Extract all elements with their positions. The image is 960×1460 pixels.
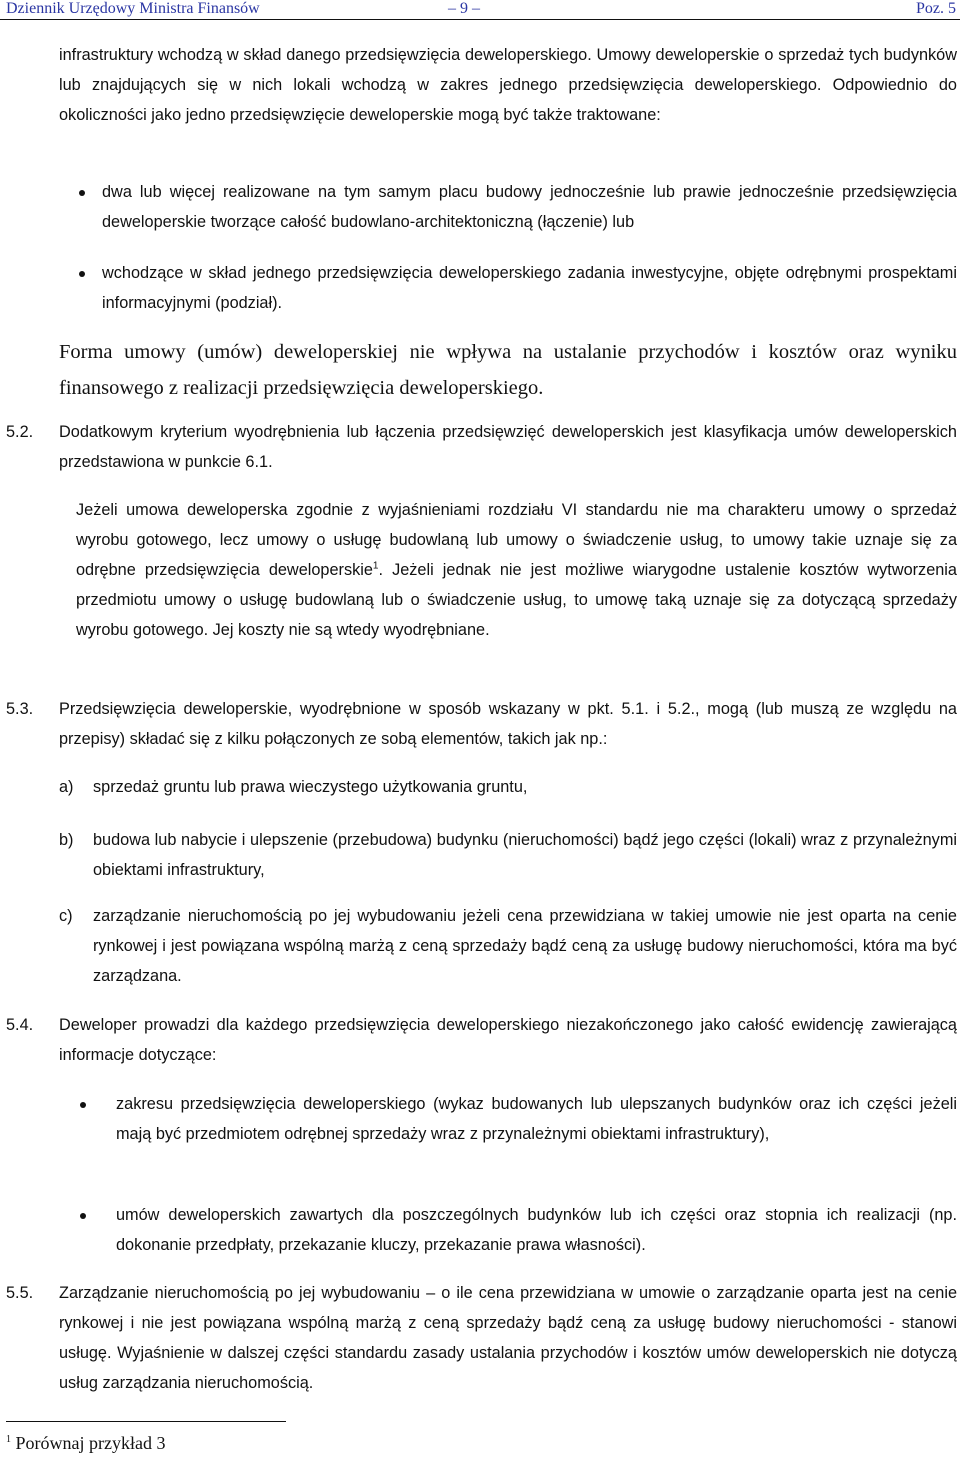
footnote-divider — [6, 1421, 286, 1422]
section-5-2-text: Dodatkowym kryterium wyodrębnienia lub łączenia przedsięwzięć deweloperskich jest klasyfikacja umów deweloperskich przedstawiona w punkcie 6.1. — [59, 423, 957, 471]
intro-paragraph: infrastruktury wchodzą w skład danego przedsięwzięcia deweloperskiego. Umowy deweloperskie o sprzedaż tych budynków lub znajdujących się w nich lokali wchodzą w zakres jednego przedsięwzięcia deweloperskiego. Odpowiednio do okoliczności jako jedno przedsięwzięcie deweloperskie mogą być także traktowane: — [59, 46, 957, 124]
bullet-icon — [80, 1102, 86, 1108]
header-divider — [0, 19, 960, 20]
footnote — [6, 1432, 165, 1454]
intro-bullet-1: dwa lub więcej realizowane na tym samym placu budowy jednocześnie lub prawie jednocześnie przedsięwzięcia deweloperskie tworzące całość budowlano-architektoniczną (łączenie) lub — [102, 183, 957, 231]
form-note: Forma umowy (umów) deweloperskiej nie wpływa na ustalanie przychodów i kosztów oraz wyniku finansowego z realizacji przedsięwzięcia deweloperskiego. — [59, 341, 957, 399]
intro-bullet-2: wchodzące w skład jednego przedsięwzięcia deweloperskiego zadania inwestycyjne, objęte odrębnymi prospektami informacyjnymi (podział). — [102, 264, 957, 312]
section-5-4-bullet-2: umów deweloperskich zawartych dla poszczególnych budynków lub ich części oraz stopnia ich realizacji (np. dokonanie przedpłaty, przekazanie kluczy, przekazanie prawa własności). — [116, 1206, 957, 1254]
footnote-text: Porównaj przykład 3 — [15, 1433, 166, 1453]
section-5-3-text: Przedsięwzięcia deweloperskie, wyodrębnione w sposób wskazany w pkt. 5.1. i 5.2., mogą (lub muszą ze względu na przepisy) składać się z kilku połączonych ze sobą elementów, takich jak np.: — [59, 700, 957, 748]
page-number: – 9 – — [448, 0, 480, 17]
list-label-a: a) — [59, 778, 74, 796]
section-5-5-text: Zarządzanie nieruchomością po jej wybudowaniu – o ile cena przewidziana w umowie o zarządzanie oparta jest na cenie rynkowej i nie jest powiązana wspólną marżą z ceną sprzedaży bądź ceną za usługę budowy nieruchomości - stanowi usługę. Wyjaśnienie w dalszej części standardu zasady ustalania przychodów i kosztów umów deweloperskich nie dotyczą usług zarządzania nieruchomością. — [59, 1284, 957, 1392]
list-label-c: c) — [59, 907, 73, 925]
section-number-5-2: 5.2. — [6, 423, 34, 441]
list-item-c: zarządzanie nieruchomością po jej wybudowaniu jeżeli cena przewidziana w takiej umowie nie jest oparta na cenie rynkowej i jest powiązana wspólną marżą z ceną sprzedaży bądź ceną za usługę budowy nieruchomości, która ma być zarządzana. — [93, 907, 957, 985]
list-label-b: b) — [59, 831, 74, 849]
position-label: Poz. 5 — [916, 0, 956, 17]
section-number-5-5: 5.5. — [6, 1284, 34, 1302]
section-5-4-bullet-1: zakresu przedsięwzięcia deweloperskiego (wykaz budowanych lub ulepszanych budynków oraz ich części jeżeli mają być przedmiotem odrębnej sprzedaży wraz z przynależnymi obiektami infrastruktury), — [116, 1095, 957, 1143]
section-number-5-4: 5.4. — [6, 1016, 34, 1034]
bullet-icon — [80, 1213, 86, 1219]
bullet-icon — [79, 190, 85, 196]
list-item-a: sprzedaż gruntu lub prawa wieczystego użytkowania gruntu, — [93, 778, 528, 796]
list-item-b: budowa lub nabycie i ulepszenie (przebudowa) budynku (nieruchomości) bądź jego części (lokali) wraz z przynależnymi obiektami infrastruktury, — [93, 831, 957, 879]
section-number-5-3: 5.3. — [6, 700, 34, 718]
section-5-4-text: Deweloper prowadzi dla każdego przedsięwzięcia deweloperskiego niezakończonego jako całość ewidencję zawierającą informacje dotyczące: — [59, 1016, 957, 1064]
section-5-2-subparagraph: Jeżeli umowa deweloperska zgodnie z wyjaśnieniami rozdziału VI standardu nie ma charakteru umowy o sprzedaż wyrobu gotowego, lecz umowy o usługę budowlaną lub umowy o świadczenie usług, to umowy takie uznaje się za odrębne przedsięwzięcia deweloperskie$^1$. Jeżeli jednak nie jest możliwe wiarygodne ustalenie kosztów wytworzenia przedmiotu umowy o usługę budowlaną lub o świadczenie usług, to umowę taką uznaje się za dotyczącą sprzedaży wyrobu gotowego. Jej koszty nie są wtedy wyodrębniane. — [76, 501, 957, 639]
footnote-reference: 1 — [372, 560, 379, 572]
bullet-icon — [79, 271, 85, 277]
footnote-number: 1 — [6, 1434, 11, 1445]
page-header — [0, 0, 960, 20]
journal-title: Dziennik Urzędowy Ministra Finansów — [6, 0, 260, 17]
